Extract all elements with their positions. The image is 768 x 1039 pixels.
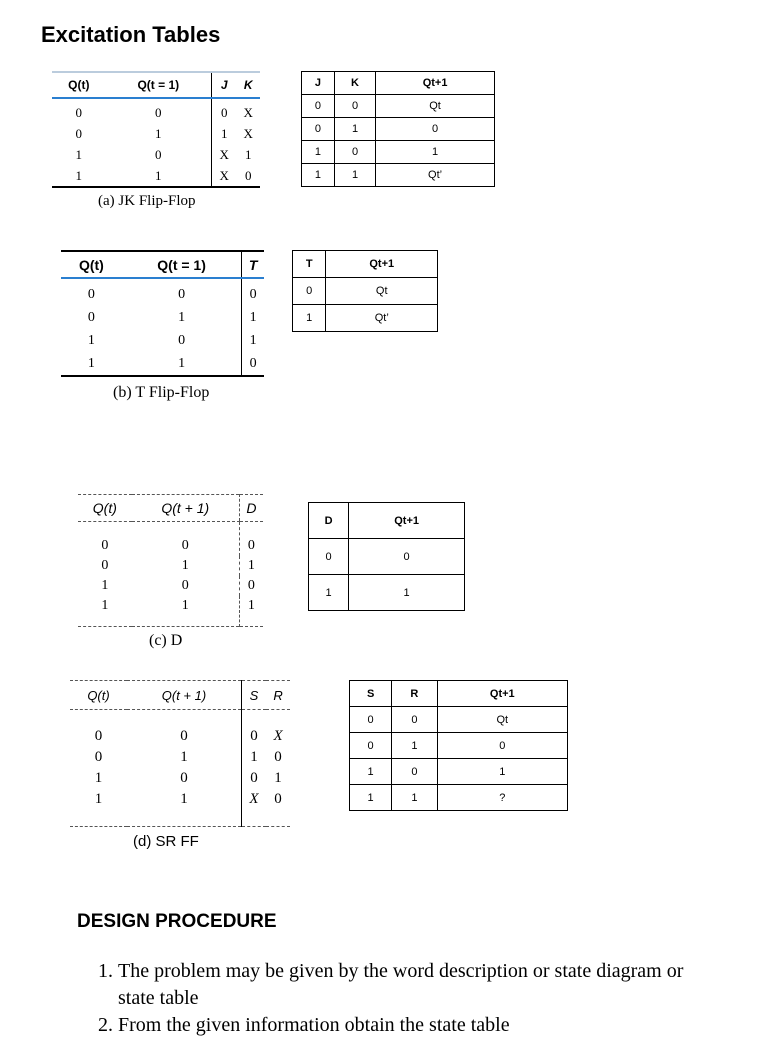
table-cell: X — [212, 144, 237, 165]
table-cell: 0 — [181, 538, 189, 553]
table-cell: 1 — [392, 785, 437, 811]
table-cell: X — [212, 165, 237, 187]
table-row — [309, 539, 465, 575]
column-header: Q(t = 1) — [122, 251, 242, 278]
table-cell: 1 — [242, 306, 264, 329]
table-cell: 1 — [87, 355, 95, 371]
table-row — [78, 556, 263, 576]
table-cell: 0 — [334, 95, 375, 118]
table-cell: Qt’ — [326, 305, 438, 332]
design-procedure-heading: DESIGN PROCEDURE — [77, 911, 277, 932]
table-row — [78, 576, 263, 596]
table-cell: 1 — [309, 575, 349, 611]
table-cell: 1 — [178, 355, 186, 371]
column-header: Qt+1 — [437, 681, 567, 707]
table-cell: 1 — [350, 759, 392, 785]
table-cell: 1 — [87, 332, 95, 348]
jk-caption: (a) JK Flip-Flop — [98, 193, 196, 209]
column-header: D — [309, 503, 349, 539]
table-row — [302, 164, 495, 187]
jk-excitation-table — [52, 71, 260, 188]
column-header: Qt+1 — [376, 72, 495, 95]
table-cell: ? — [437, 785, 567, 811]
table-cell: 0 — [94, 749, 103, 765]
table-cell: 1 — [334, 164, 375, 187]
table-cell: 1 — [302, 164, 335, 187]
table-cell: 0 — [180, 770, 188, 786]
table-cell: 0 — [309, 539, 349, 575]
table-cell: Qt — [376, 95, 495, 118]
table-cell: 0 — [212, 98, 237, 123]
column-header: R — [266, 681, 290, 710]
table-cell: 1 — [274, 770, 282, 786]
column-header: Q(t + 1) — [132, 495, 240, 522]
table-cell: 1 — [181, 598, 189, 613]
table-row — [70, 768, 290, 789]
table-cell: 1 — [155, 125, 162, 141]
d-excitation-table — [78, 494, 263, 627]
table-row — [78, 522, 263, 557]
column-header: J — [212, 72, 237, 98]
table-cell: 1 — [349, 575, 465, 611]
table-cell: X — [243, 104, 253, 120]
table-cell: 0 — [181, 578, 189, 593]
table-cell: Qt — [437, 707, 567, 733]
column-header: S — [350, 681, 392, 707]
table-cell: 0 — [101, 538, 109, 553]
table-cell: Qt’ — [376, 164, 495, 187]
table-row — [309, 575, 465, 611]
table-cell: 0 — [376, 118, 495, 141]
table-cell: 1 — [178, 309, 186, 325]
table-cell: 0 — [293, 278, 326, 305]
table-cell: 1 — [101, 598, 109, 613]
table-cell: 1 — [376, 141, 495, 164]
table-cell: 0 — [302, 118, 335, 141]
table-row — [70, 747, 290, 768]
table-header-row — [52, 72, 260, 98]
table-cell: 0 — [239, 576, 263, 596]
table-header-row — [309, 503, 465, 539]
table-cell: 0 — [94, 728, 103, 744]
table-row — [350, 785, 568, 811]
table-cell: 0 — [349, 539, 465, 575]
table-cell: 1 — [392, 733, 437, 759]
table-cell: 1 — [244, 146, 252, 162]
table-cell: 1 — [75, 146, 83, 162]
table-cell: 0 — [178, 286, 186, 302]
column-header: Qt+1 — [349, 503, 465, 539]
table-cell: 0 — [437, 733, 567, 759]
table-cell: 1 — [350, 785, 392, 811]
table-header-row — [78, 495, 263, 522]
design-steps-list — [86, 958, 718, 1039]
t-characteristic-table — [292, 250, 438, 332]
table-cell: 0 — [87, 286, 95, 302]
table-row — [61, 278, 264, 306]
table-cell: 0 — [180, 728, 188, 744]
table-cell: 1 — [181, 558, 189, 573]
table-cell: 0 — [87, 309, 95, 325]
column-header: J — [302, 72, 335, 95]
table-row — [52, 165, 260, 187]
table-row — [61, 352, 264, 376]
table-cell: Qt — [326, 278, 438, 305]
t-excitation-table — [61, 250, 264, 377]
column-header: S — [241, 681, 266, 710]
table-row — [52, 98, 260, 123]
table-cell: 1 — [302, 141, 335, 164]
column-header: Q(t) — [61, 251, 122, 278]
table-cell: X — [241, 789, 266, 827]
column-header: K — [236, 72, 260, 98]
sr-caption: (d) SR FF — [133, 833, 199, 850]
table-row — [350, 759, 568, 785]
table-cell: 1 — [241, 747, 266, 768]
table-cell: 1 — [101, 578, 109, 593]
column-header: T — [242, 251, 264, 278]
d-caption: (c) D — [149, 632, 183, 649]
table-cell: 1 — [293, 305, 326, 332]
list-item: 1. The problem may be given by the word description or state diagram or state table — [118, 958, 718, 1012]
table-cell: 0 — [244, 167, 252, 183]
table-row — [293, 305, 438, 332]
t-caption: (b) T Flip-Flop — [113, 384, 210, 401]
table-cell: 1 — [334, 118, 375, 141]
table-cell: X — [273, 728, 283, 744]
table-cell: 0 — [242, 352, 264, 376]
table-cell: 0 — [241, 768, 266, 789]
sr-excitation-table — [70, 680, 290, 827]
page-title: Excitation Tables — [41, 22, 221, 47]
list-item: 2. From the given information obtain the state table — [118, 1012, 718, 1039]
table-cell: 1 — [242, 329, 264, 352]
column-header: Q(t) — [52, 72, 106, 98]
column-header: Q(t + 1) — [127, 681, 241, 710]
table-cell: 0 — [242, 278, 264, 306]
d-characteristic-table — [308, 502, 465, 611]
column-header: R — [392, 681, 437, 707]
table-row — [78, 596, 263, 627]
table-cell: 0 — [392, 759, 437, 785]
table-cell: 1 — [212, 123, 237, 144]
sr-characteristic-table — [349, 680, 568, 811]
column-header: Q(t) — [70, 681, 127, 710]
table-cell: 1 — [180, 749, 188, 765]
table-header-row — [350, 681, 568, 707]
table-cell: 0 — [155, 104, 162, 120]
table-cell: 1 — [239, 596, 263, 627]
table-row — [302, 95, 495, 118]
table-row — [61, 306, 264, 329]
table-row — [52, 144, 260, 165]
table-cell: 0 — [101, 558, 109, 573]
table-row — [61, 329, 264, 352]
table-header-row — [293, 251, 438, 278]
table-cell: 0 — [75, 104, 83, 120]
table-cell: 0 — [274, 791, 282, 807]
table-row — [302, 118, 495, 141]
table-cell: 0 — [350, 733, 392, 759]
table-cell: 0 — [334, 141, 375, 164]
table-cell: 1 — [75, 167, 83, 183]
column-header: K — [334, 72, 375, 95]
table-row — [52, 123, 260, 144]
table-cell: 0 — [350, 707, 392, 733]
table-cell: X — [243, 125, 253, 141]
table-header-row — [302, 72, 495, 95]
table-row — [350, 707, 568, 733]
table-cell: 1 — [155, 167, 162, 183]
table-cell: 1 — [94, 791, 103, 807]
table-header-row — [61, 251, 264, 278]
column-header: T — [293, 251, 326, 278]
table-row — [302, 141, 495, 164]
table-cell: 1 — [94, 770, 103, 786]
table-cell: 0 — [75, 125, 83, 141]
table-row — [293, 278, 438, 305]
table-header-row — [70, 681, 290, 710]
table-cell: 0 — [239, 522, 263, 557]
table-cell: 1 — [437, 759, 567, 785]
table-cell: 1 — [180, 791, 188, 807]
column-header: Q(t) — [78, 495, 132, 522]
column-header: D — [239, 495, 263, 522]
table-row — [70, 789, 290, 827]
table-cell: 1 — [239, 556, 263, 576]
table-cell: 0 — [155, 146, 162, 162]
table-cell: 0 — [302, 95, 335, 118]
table-cell: 0 — [274, 749, 282, 765]
table-cell: 0 — [178, 332, 186, 348]
table-cell: 0 — [392, 707, 437, 733]
table-cell: 0 — [241, 710, 266, 748]
table-row — [70, 710, 290, 748]
jk-characteristic-table — [301, 71, 495, 187]
column-header: Q(t = 1) — [106, 72, 212, 98]
column-header: Qt+1 — [326, 251, 438, 278]
table-row — [350, 733, 568, 759]
